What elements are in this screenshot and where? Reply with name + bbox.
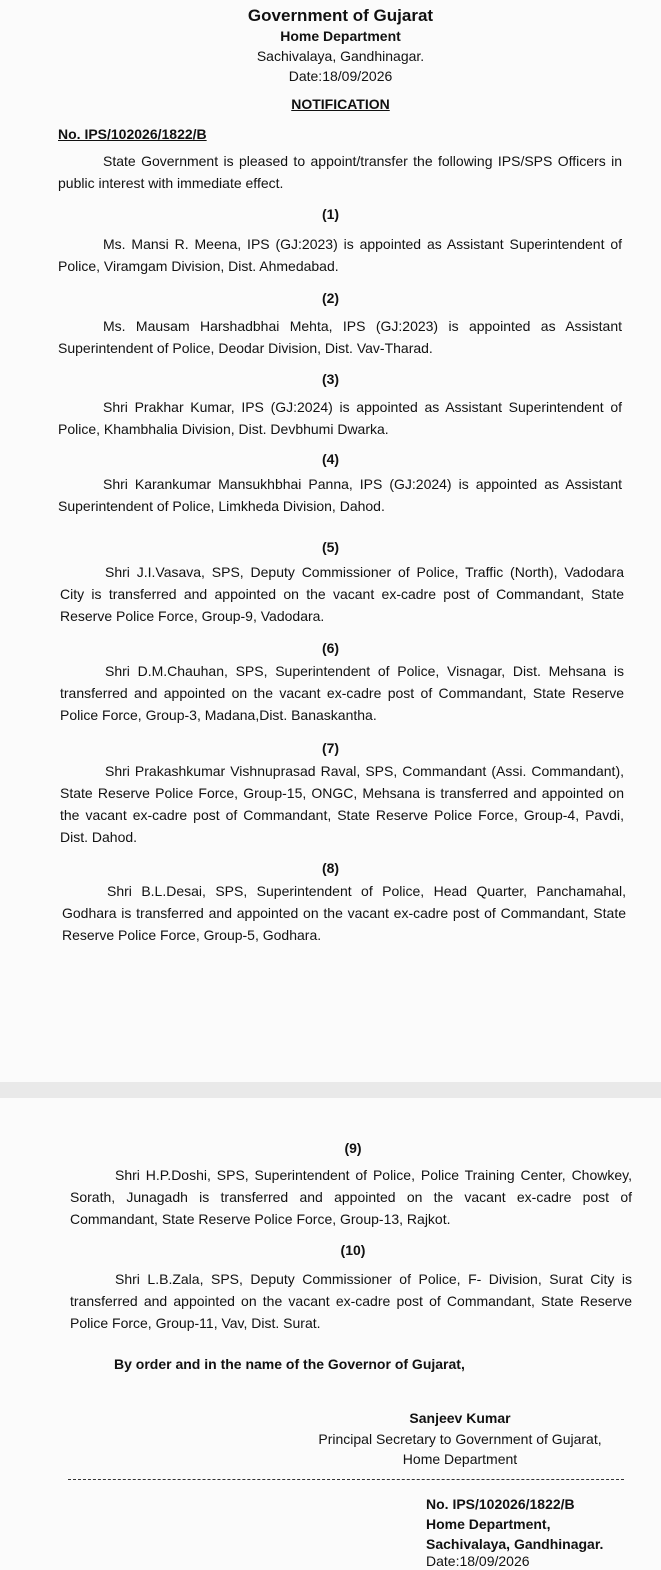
date-line: Date:18/09/2026 <box>288 68 393 84</box>
item-paragraph: Ms. Mansi R. Meena, IPS (GJ:2023) is appointed as Assistant Superintendent of Police, Viramgam Division, Dist. Ahmedabad. <box>58 236 622 274</box>
item-paragraph: Shri D.M.Chauhan, SPS, Superintendent of Police, Visnagar, Dist. Mehsana is transferred and appointed on the vacant ex-cadre post of Commandant, State Reserve Police Force, Group-3, Madana,Dist. Banaskantha. <box>60 663 624 723</box>
item-number: (3) <box>321 371 340 387</box>
item-number: (4) <box>321 451 340 467</box>
item-number: (9) <box>344 1140 362 1156</box>
item-number: (6) <box>321 640 340 656</box>
item-paragraph: Shri J.I.Vasava, SPS, Deputy Commissioner of Police, Traffic (North), Vadodara City is transferred and appointed on the vacant ex-cadre post of Commandant, State Reserve Police Force, Group-9, Vadodara. <box>60 564 624 624</box>
footer-number: No. IPS/102026/1822/B <box>426 1496 575 1512</box>
divider-line <box>68 1479 624 1480</box>
item-paragraph: Shri Prakhar Kumar, IPS (GJ:2024) is appointed as Assistant Superintendent of Police, Khambhalia Division, Dist. Devbhumi Dwarka. <box>58 399 622 437</box>
item-paragraph: Shri L.B.Zala, SPS, Deputy Commissioner of Police, F- Division, Surat City is transferred and appointed on the vacant ex-cadre post of Commandant, State Reserve Police Force, Group-11, Vav, Dist. Surat. <box>70 1271 632 1331</box>
item-paragraph: Shri H.P.Doshi, SPS, Superintendent of Police, Police Training Center, Chowkey, Sorath, Junagadh is transferred and appointed on the vacant ex-cadre post of Commandant, State Reserve Police Force, Group-13, Rajkot. <box>70 1167 632 1227</box>
notification-title: NOTIFICATION <box>291 96 390 112</box>
government-heading: Government of Gujarat <box>247 6 434 25</box>
item-paragraph: Shri B.L.Desai, SPS, Superintendent of Police, Head Quarter, Panchamahal, Godhara is transferred and appointed on the vacant ex-cadre post of Commandant, State Reserve Police Force, Group-5, Godhara. <box>62 883 626 943</box>
closing-line: By order and in the name of the Governor of Gujarat, <box>114 1356 465 1372</box>
signatory-department: Home Department <box>402 1451 518 1467</box>
footer-department: Home Department, <box>426 1516 551 1532</box>
item-number: (5) <box>321 539 340 555</box>
footer-date: Date:18/09/2026 <box>426 1553 530 1569</box>
item-number: (8) <box>321 860 340 876</box>
department-heading: Home Department <box>280 28 401 44</box>
item-number: (7) <box>321 740 340 756</box>
address-line: Sachivalaya, Gandhinagar. <box>256 48 425 64</box>
item-paragraph: Shri Karankumar Mansukhbhai Panna, IPS (GJ:2024) is appointed as Assistant Superintendent of Police, Limkheda Division, Dahod. <box>58 476 622 514</box>
item-paragraph: Shri Prakashkumar Vishnuprasad Raval, SPS, Commandant (Assi. Commandant), State Reserve Police Force, Group-15, ONGC, Mehsana is transferred and appointed on the vacant ex-cadre post of Commandant, State Reserve Police Force, Group-4, Pavdi, Dist. Dahod. <box>60 763 624 845</box>
document-page-2 <box>0 1098 661 1570</box>
signatory-name: Sanjeev Kumar <box>409 1410 511 1426</box>
intro-paragraph: State Government is pleased to appoint/transfer the following IPS/SPS Officers in public interest with immediate effect. <box>58 153 622 191</box>
signatory-designation: Principal Secretary to Government of Gujarat, <box>318 1431 602 1447</box>
item-paragraph: Ms. Mausam Harshadbhai Mehta, IPS (GJ:2023) is appointed as Assistant Superintendent of Police, Deodar Division, Dist. Vav-Tharad. <box>58 318 622 356</box>
item-number: (1) <box>321 206 340 222</box>
footer-address: Sachivalaya, Gandhinagar. <box>426 1536 604 1552</box>
item-number: (10) <box>340 1242 366 1258</box>
item-number: (2) <box>321 290 340 306</box>
reference-number: No. IPS/102026/1822/B <box>58 126 207 142</box>
